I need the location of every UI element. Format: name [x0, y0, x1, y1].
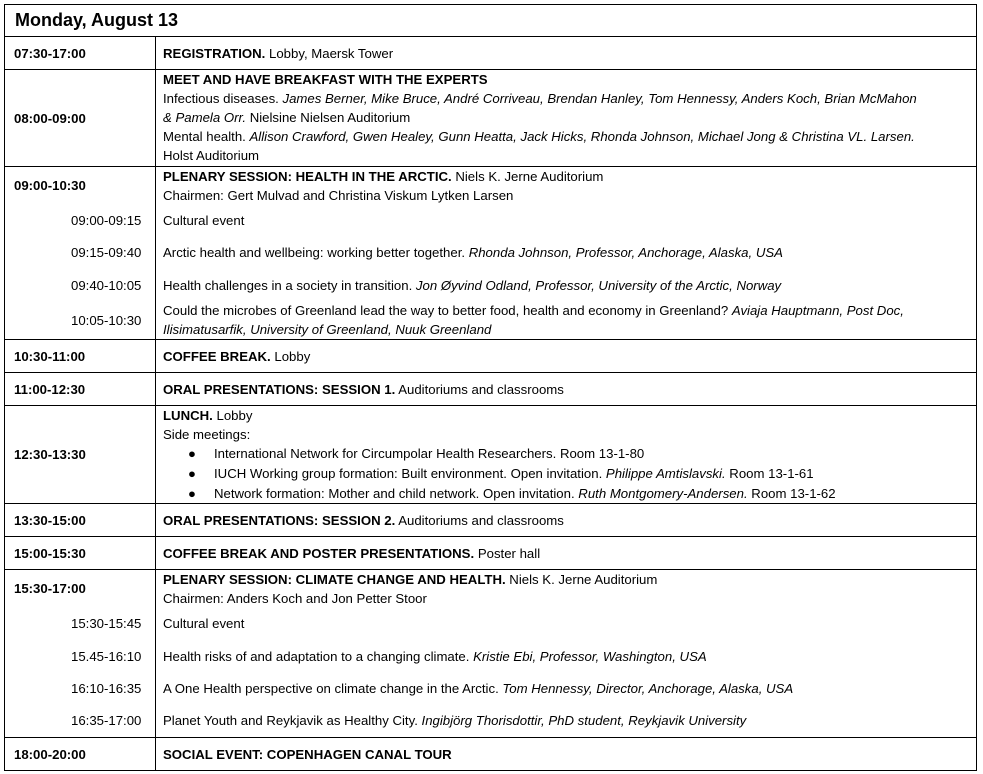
sub-time: 16:10-16:35	[71, 681, 142, 696]
time-label: 18:00-20:00	[14, 747, 86, 762]
event-location: Auditoriums and classrooms	[395, 513, 564, 528]
time-label: 11:00-12:30	[14, 382, 86, 397]
time-cell	[5, 340, 156, 372]
event-line	[163, 349, 310, 364]
time-label: 15:30-17:00	[14, 581, 86, 596]
expert-names: James Berner, Mike Bruce, André Corriveau, Brendan Hanley, Tom Hennessy, Anders Koch, Brian McMahon	[282, 91, 917, 106]
bullet-item	[214, 446, 644, 461]
topic-label: Infectious diseases.	[163, 91, 283, 106]
bullet-icon: ●	[188, 466, 196, 481]
time-cell	[5, 70, 156, 166]
talk-title: Cultural event	[163, 213, 245, 228]
event-location: Auditoriums and classrooms	[395, 382, 564, 397]
event-line	[163, 129, 915, 144]
time-cell	[5, 36, 156, 69]
time-cell	[5, 570, 156, 737]
event-cell	[163, 167, 970, 339]
expert-names: & Pamela Orr.	[163, 110, 250, 125]
bullet-text: IUCH Working group formation: Built environment. Open invitation.	[214, 466, 606, 481]
event-cell	[163, 570, 970, 737]
event-line	[163, 382, 564, 397]
bullet-room: Room 13-1-62	[747, 486, 836, 501]
event-line	[163, 169, 603, 184]
event-cell	[163, 537, 970, 569]
event-cell	[163, 738, 970, 770]
event-line	[163, 91, 917, 106]
expert-names: Allison Crawford, Gwen Healey, Gunn Heatta, Jack Hicks, Rhonda Johnson, Michael Jong & Christina VL. Larsen.	[249, 129, 915, 144]
schedule-row	[4, 373, 977, 406]
time-cell	[5, 373, 156, 405]
talk-title: Planet Youth and Reykjavik as Healthy City.	[163, 713, 422, 728]
bullet-room: Room 13-1-61	[725, 466, 814, 481]
schedule-row	[4, 738, 977, 771]
sub-time: 09:40-10:05	[71, 278, 142, 293]
event-location: Lobby	[270, 349, 311, 364]
speaker: Jon Øyvind Odland, Professor, University of the Arctic, Norway	[415, 278, 782, 293]
talk-title: Health risks of and adaptation to a changing climate.	[163, 649, 474, 664]
event-location: Poster hall	[474, 546, 541, 561]
sub-time: 15:30-15:45	[71, 616, 142, 631]
talk-title: Health challenges in a society in transition.	[163, 278, 416, 293]
time-cell	[5, 406, 156, 503]
time-cell	[5, 167, 156, 339]
speaker: Aviaja Hauptmann, Post Doc,	[731, 303, 904, 318]
talk-title: Could the microbes of Greenland lead the way to better food, health and economy in Greenland?	[163, 303, 732, 318]
speaker: Kristie Ebi, Professor, Washington, USA	[473, 649, 707, 664]
talk-line	[163, 245, 783, 260]
talk-title: A One Health perspective on climate change in the Arctic.	[163, 681, 503, 696]
event-location: Lobby, Maersk Tower	[265, 46, 394, 61]
time-label: 10:30-11:00	[14, 349, 86, 364]
event-line	[163, 513, 564, 528]
talk-title: Arctic health and wellbeing: working better together.	[163, 245, 469, 260]
event-heading: COFFEE BREAK AND POSTER PRESENTATIONS.	[163, 546, 475, 561]
talk-line	[163, 303, 904, 318]
speaker: Tom Hennessy, Director, Anchorage, Alaska, USA	[502, 681, 794, 696]
talk-line	[163, 649, 707, 664]
event-line	[163, 546, 540, 561]
time-cell	[5, 537, 156, 569]
sub-time: 15.45-16:10	[71, 649, 142, 664]
sub-time: 09:00-09:15	[71, 213, 142, 228]
speaker: Rhonda Johnson, Professor, Anchorage, Alaska, USA	[468, 245, 783, 260]
chairmen-line: Chairmen: Gert Mulvad and Christina Viskum Lytken Larsen	[163, 188, 514, 203]
event-cell	[163, 373, 970, 405]
time-label: 07:30-17:00	[14, 46, 86, 61]
sub-time: 16:35-17:00	[71, 713, 142, 728]
time-cell	[5, 738, 156, 770]
schedule-row	[4, 406, 977, 504]
event-heading: COFFEE BREAK.	[163, 349, 271, 364]
speaker: Ilisimatusarfik, University of Greenland, Nuuk Greenland	[163, 322, 492, 337]
schedule-row	[4, 340, 977, 373]
talk-title: Cultural event	[163, 616, 245, 631]
event-location: Lobby	[212, 408, 253, 423]
time-label: 12:30-13:30	[14, 447, 86, 462]
time-cell	[5, 504, 156, 536]
side-meetings-label: Side meetings:	[163, 427, 251, 442]
event-line	[163, 46, 393, 61]
bullet-icon: ●	[188, 486, 196, 501]
bullet-item	[214, 486, 836, 501]
schedule-table	[4, 4, 977, 770]
event-location: Holst Auditorium	[163, 148, 260, 163]
bullet-person: Ruth Montgomery-Andersen.	[578, 486, 748, 501]
time-label: 08:00-09:00	[14, 111, 86, 126]
event-heading: REGISTRATION.	[163, 46, 266, 61]
bullet-text: International Network for Circumpolar Health Researchers. Room 13-1-80	[214, 446, 645, 461]
event-heading: LUNCH.	[163, 408, 213, 423]
speaker: Ingibjörg Thorisdottir, PhD student, Reykjavik University	[421, 713, 747, 728]
bullet-icon: ●	[188, 446, 196, 461]
event-cell	[163, 70, 970, 166]
event-line	[163, 408, 252, 423]
schedule-row	[4, 167, 977, 340]
talk-line	[163, 278, 781, 293]
talk-line	[163, 322, 491, 337]
event-location: Niels K. Jerne Auditorium	[451, 169, 604, 184]
event-location: Nielsine Nielsen Auditorium	[249, 110, 411, 125]
schedule-row	[4, 36, 977, 70]
time-label: 13:30-15:00	[14, 513, 86, 528]
talk-line	[163, 713, 746, 728]
schedule-row	[4, 504, 977, 537]
event-line	[163, 110, 410, 125]
sub-time: 10:05-10:30	[71, 313, 142, 328]
talk-line	[163, 681, 793, 696]
chairmen-line: Chairmen: Anders Koch and Jon Petter Stoor	[163, 591, 427, 606]
bullet-person: Philippe Amtislavski.	[605, 466, 726, 481]
day-title: Monday, August 13	[15, 10, 179, 30]
event-heading: PLENARY SESSION: CLIMATE CHANGE AND HEALTH.	[163, 572, 506, 587]
time-label: 09:00-10:30	[14, 178, 86, 193]
event-cell	[163, 504, 970, 536]
schedule-row	[4, 570, 977, 738]
time-label: 15:00-15:30	[14, 546, 86, 561]
bullet-text: Network formation: Mother and child network. Open invitation.	[214, 486, 579, 501]
sub-time: 09:15-09:40	[71, 245, 142, 260]
event-cell	[163, 340, 970, 372]
event-heading: PLENARY SESSION: HEALTH IN THE ARCTIC.	[163, 169, 452, 184]
bullet-item	[214, 466, 814, 481]
day-header	[4, 4, 977, 37]
event-heading: ORAL PRESENTATIONS: SESSION 2.	[163, 513, 396, 528]
event-line	[163, 572, 657, 587]
event-cell	[163, 406, 970, 503]
event-heading: ORAL PRESENTATIONS: SESSION 1.	[163, 382, 396, 397]
topic-label: Mental health.	[163, 129, 250, 144]
event-line	[163, 747, 452, 762]
event-heading: SOCIAL EVENT: COPENHAGEN CANAL TOUR	[163, 747, 452, 762]
schedule-row	[4, 70, 977, 167]
talk-line	[163, 213, 244, 228]
event-cell	[163, 36, 970, 69]
event-location: Niels K. Jerne Auditorium	[505, 572, 658, 587]
talk-line	[163, 616, 244, 631]
event-line	[163, 72, 488, 87]
schedule-row	[4, 537, 977, 570]
event-line	[163, 148, 259, 163]
event-heading: MEET AND HAVE BREAKFAST WITH THE EXPERTS	[163, 72, 488, 87]
